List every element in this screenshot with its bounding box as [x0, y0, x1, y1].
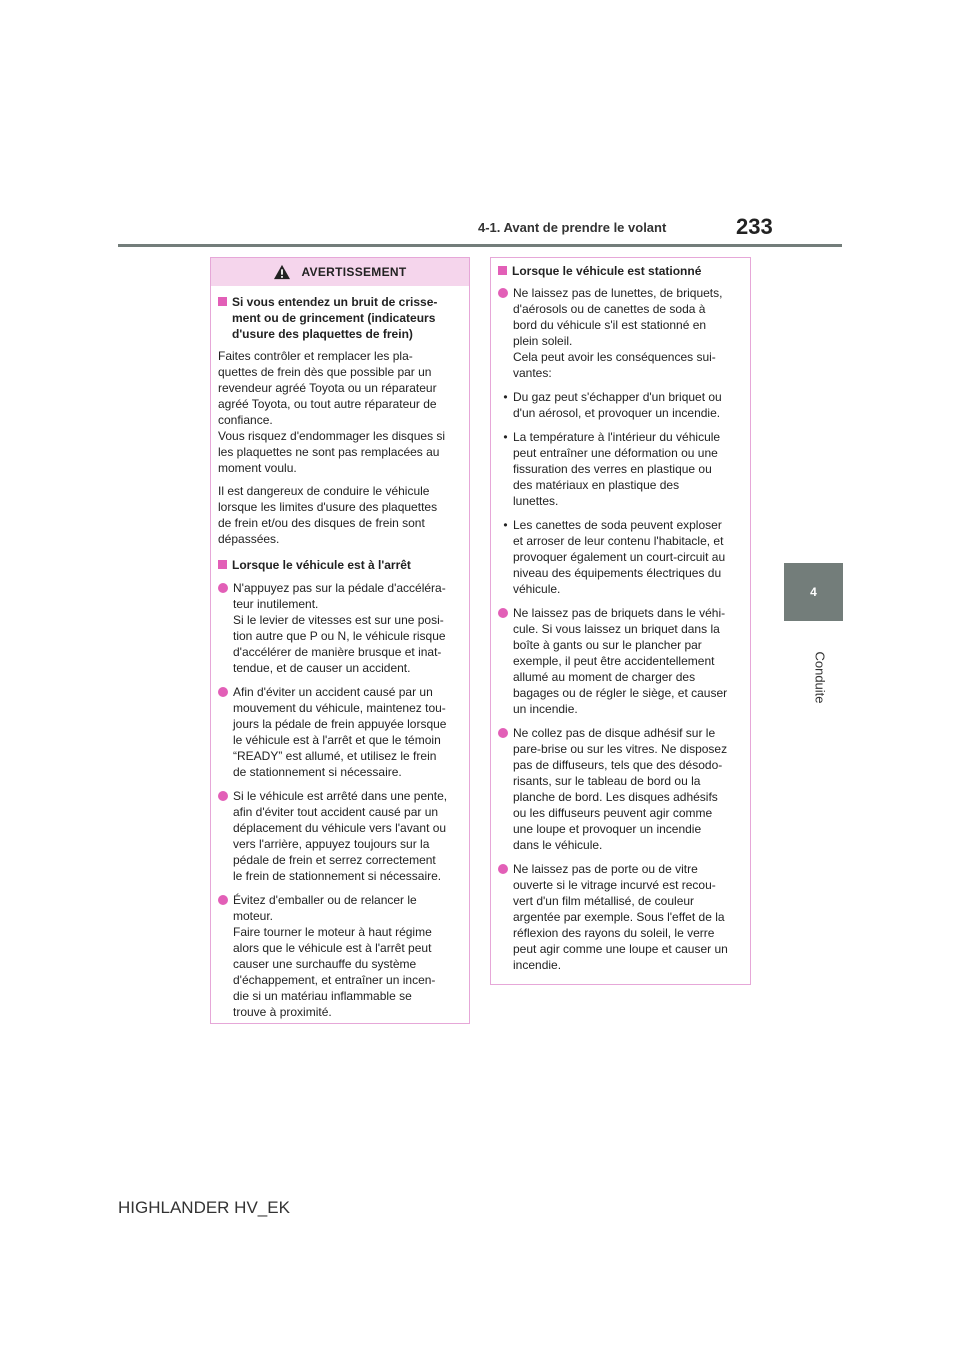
item-text: Ne collez pas de disque adhésif sur le pare-brise ou sur les vitres. Ne disposez pas de diffuseurs, tels que des désodo- risants, sur le tableau de bord ou la planche de bord. Les disques adhésifs ou les diffuseurs peuvent agir comme une loupe et provoquer un incendie dans le véhicule.: [513, 726, 728, 852]
heading-text: Si vous entendez un bruit de crisse- ment ou de grincement (indicateurs d'usure des plaquettes de frein): [232, 295, 438, 341]
circle-bullet-icon: [498, 864, 508, 874]
list-item: [498, 725, 744, 853]
list-item: [218, 892, 463, 1020]
page-number: 233: [736, 214, 773, 239]
square-bullet-icon: [218, 560, 227, 569]
sub-bullet: [498, 517, 744, 597]
item-text: Ne laissez pas de porte ou de vitre ouverte si le vitrage incurvé est recou- vert d'un film métallisé, de couleur argentée par exemple. Sous l'effet de la réflexion des rayons du soleil, le verre peut agir comme une loupe et causer un incendie.: [513, 862, 728, 972]
model-footer: HIGHLANDER HV_EK: [118, 1198, 290, 1217]
list-item: [218, 580, 463, 676]
item-text: N'appuyez pas sur la pédale d'accéléra- teur inutilement. Si le levier de vitesses est sur une posi- tion autre que P ou N, le véhicule risque d'accélérer de manière brusque et inat- tendue, et de causer un accident.: [233, 581, 446, 675]
sub-bullet-text: Les canettes de soda peuvent exploser et arroser de leur contenu l'habitacle, et provoquer également un court-circuit au niveau des équipements électriques du véhicule.: [513, 518, 726, 596]
section-heading: [498, 263, 744, 279]
sub-bullet-text: La température à l'intérieur du véhicule peut entraîner une déformation ou une fissuration des verres en plastique ou des matériaux en plastique des lunettes.: [513, 430, 721, 508]
item-text: Ne laissez pas de briquets dans le véhi- cule. Si vous laissez un briquet dans la boîte à gants ou sur le plancher par exemple, il peut être accidentellement allumé au moment de charger des bagages ou de régler le siège, et causer un incendie.: [513, 606, 728, 716]
warning-triangle-icon: [273, 264, 291, 280]
circle-bullet-icon: [498, 608, 508, 618]
bullet-symbol: •: [503, 430, 508, 444]
section-heading: [218, 557, 463, 573]
section-title: 4-1. Avant de prendre le volant: [478, 220, 667, 235]
circle-bullet-icon: [218, 583, 228, 593]
item-text: Évitez d'emballer ou de relancer le moteur. Faire tourner le moteur à haut régime alors que le véhicule est à l'arrêt peut causer une surchauffe du système d'échappement, et entraîner un incen- die si un matériau inflammable se trouve à proximité.: [233, 893, 436, 1019]
sub-bullet: [498, 429, 744, 509]
circle-bullet-icon: [218, 895, 228, 905]
sub-bullet-text: Du gaz peut s'échapper d'un briquet ou d'un aérosol, et provoquer un incendie.: [513, 390, 722, 420]
header-rule: [118, 244, 842, 247]
paragraph: Il est dangereux de conduire le véhicule lorsque les limites d'usure des plaquettes de frein et/ou des disques de frein sont dépassées.: [218, 484, 438, 546]
list-item: [498, 285, 744, 381]
bullet-symbol: •: [503, 390, 508, 404]
warning-header: [211, 258, 469, 286]
list-item: [498, 861, 744, 973]
chapter-tab: 4: [784, 563, 843, 621]
circle-bullet-icon: [218, 687, 228, 697]
square-bullet-icon: [498, 266, 507, 275]
list-item: [218, 788, 463, 884]
item-text: Afin d'éviter un accident causé par un mouvement du véhicule, maintenez tou- jours la pédale de frein appuyée lorsque le véhicule est à l'arrêt et que le témoin “READY” est allumé, et utilisez le frein de stationnement si nécessaire.: [233, 685, 447, 779]
list-item: [218, 684, 463, 780]
sub-bullet: [498, 389, 744, 421]
bullet-symbol: •: [503, 518, 508, 532]
circle-bullet-icon: [498, 728, 508, 738]
list-item: [498, 605, 744, 717]
circle-bullet-icon: [498, 288, 508, 298]
warning-title: AVERTISSEMENT: [301, 265, 407, 279]
item-text: Ne laissez pas de lunettes, de briquets, d'aérosols ou de canettes de soda à bord du véhicule s'il est stationné en plein soleil. Cela peut avoir les conséquences sui- vantes:: [513, 286, 723, 380]
heading-text: Lorsque le véhicule est stationné: [512, 264, 702, 278]
warning-box: [210, 257, 470, 1024]
square-bullet-icon: [218, 297, 227, 306]
section-heading: [218, 294, 463, 342]
chapter-name: Conduite: [812, 651, 828, 704]
item-text: Si le véhicule est arrêté dans une pente, afin d'éviter tout accident causé par un déplacement du véhicule vers l'avant ou vers l'arrière, appuyez toujours sur la pédale de frein et serrez correctement le frein de stationnement si nécessaire.: [233, 789, 448, 883]
paragraph: Faites contrôler et remplacer les pla- quettes de frein dès que possible par un revendeur agréé Toyota ou un réparateur agréé Toyota, ou tout autre réparateur de confiance. Vous risquez d'endommager les disques si les plaquettes ne sont pas remplacées au moment voulu.: [218, 349, 446, 475]
parked-vehicle-box: [490, 257, 751, 985]
circle-bullet-icon: [218, 791, 228, 801]
heading-text: Lorsque le véhicule est à l'arrêt: [232, 558, 411, 572]
